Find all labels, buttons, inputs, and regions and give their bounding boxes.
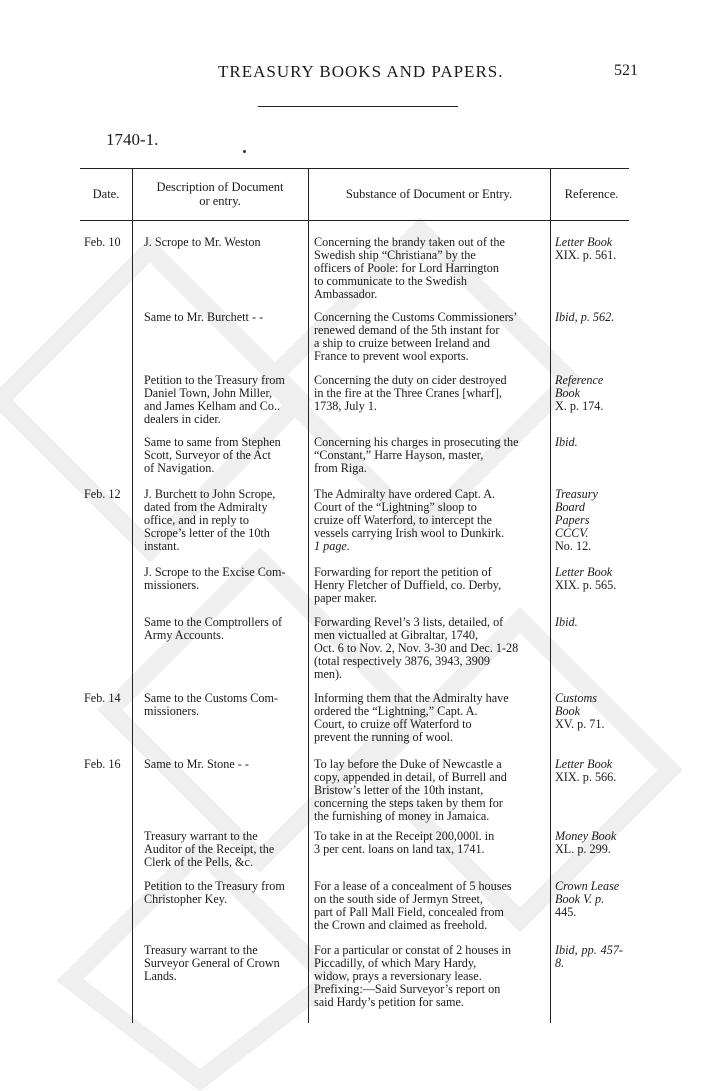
cell-description	[144, 436, 302, 475]
cell-reference	[555, 566, 623, 592]
reference-line: Money Book	[555, 829, 617, 843]
substance-line: part of Pall Mall Field, concealed from	[314, 905, 504, 920]
column-divider	[550, 168, 551, 1023]
substance-line: said Hardy’s petition for same.	[314, 995, 464, 1010]
substance-line: widow, prays a reversionary lease.	[314, 969, 482, 984]
substance-line: the Crown and claimed as freehold.	[314, 918, 488, 933]
reference-line: Papers CCCV.	[555, 513, 590, 541]
substance-line: (total respectively 3876, 3943, 3909	[314, 654, 491, 669]
substance-line: men victualled at Gibraltar, 1740,	[314, 628, 478, 643]
reference-line: X. p. 174.	[555, 399, 604, 414]
substance-line: 3 per cent. loans on land tax, 1741.	[314, 842, 485, 857]
reference-line: Ibid.	[555, 435, 578, 449]
cell-date: Feb. 14	[84, 691, 121, 705]
description-line: J. Scrope to the Excise Com-	[144, 565, 286, 579]
description-line: Petition to the Treasury from	[144, 879, 285, 893]
substance-line: on the south side of Jermyn Street,	[314, 892, 483, 907]
description-line: J. Scrope to Mr. Weston	[144, 235, 261, 249]
description-line: Auditor of the Receipt, the	[144, 842, 275, 857]
substance-line: to communicate to the Swedish	[314, 274, 467, 289]
cell-date: Feb. 10	[84, 235, 121, 249]
cell-substance	[314, 616, 540, 681]
cell-description	[144, 616, 302, 642]
cell-description	[144, 374, 302, 426]
substance-line: Oct. 6 to Nov. 2, Nov. 3-30 and Dec. 1-28	[314, 641, 519, 656]
reference-line: XIX. p. 566.	[555, 770, 617, 785]
cell-substance	[314, 436, 540, 475]
description-line: Same to Mr. Stone - -	[144, 757, 249, 771]
reference-line: XV. p. 71.	[555, 717, 605, 732]
cell-reference	[555, 436, 623, 449]
header-description-line: Description of Document	[156, 180, 284, 194]
substance-line: Forwarding Revel’s 3 lists, detailed, of	[314, 615, 504, 629]
cell-reference	[555, 488, 623, 553]
description-line: Same to the Customs Com-	[144, 691, 279, 705]
substance-line: vessels carrying Irish wool to Dunkirk.	[314, 526, 505, 541]
cell-description	[144, 692, 302, 718]
description-line: J. Burchett to John Scrope,	[144, 487, 276, 501]
substance-line: officers of Poole: for Lord Harrington	[314, 261, 499, 276]
substance-line: 1 page.	[314, 539, 350, 554]
reference-line: XL. p. 299.	[555, 842, 611, 857]
substance-line: from Riga.	[314, 461, 367, 476]
description-line: dated from the Admiralty	[144, 500, 268, 515]
cell-description	[144, 236, 302, 249]
substance-line: copy, appended in detail, of Burrell and	[314, 770, 507, 785]
substance-line: “Constant,” Harre Hayson, master,	[314, 448, 484, 463]
reference-line: Crown Lease	[555, 879, 620, 893]
substance-line: a ship to cruize between Ireland and	[314, 336, 490, 351]
header-date: Date.	[92, 187, 120, 201]
substance-line: Henry Fletcher of Duffield, co. Derby,	[314, 578, 502, 593]
description-line: office, and in reply to	[144, 513, 250, 528]
cell-description	[144, 830, 302, 869]
substance-line: Concerning the brandy taken out of the	[314, 235, 505, 249]
cell-reference	[555, 944, 623, 970]
header-rule	[258, 106, 458, 107]
substance-line: The Admiralty have ordered Capt. A.	[314, 487, 496, 501]
substance-line: To take in at the Receipt 200,000l. in	[314, 829, 495, 843]
reference-line: XIX. p. 565.	[555, 578, 617, 593]
description-line: Christopher Key.	[144, 892, 228, 907]
cell-reference	[555, 880, 623, 919]
reference-line: Book V. p.	[555, 892, 605, 907]
cell-substance	[314, 566, 540, 605]
page-number: 521	[614, 62, 638, 79]
cell-description	[144, 944, 302, 983]
substance-line: in the fire at the Three Cranes [wharf],	[314, 386, 502, 401]
cell-description	[144, 488, 302, 553]
cell-substance	[314, 236, 540, 301]
cell-substance	[314, 311, 540, 363]
reference-line: Letter Book	[555, 757, 613, 771]
reference-line: Ibid, p. 562.	[555, 310, 615, 324]
cell-substance	[314, 880, 540, 932]
description-line: dealers in cider.	[144, 412, 221, 427]
description-line: instant.	[144, 539, 180, 554]
reference-line: XIX. p. 561.	[555, 248, 617, 263]
running-head	[0, 62, 721, 86]
table-top-rule	[80, 168, 629, 169]
substance-line: Piccadilly, of which Mary Hardy,	[314, 956, 477, 971]
ink-dot	[243, 150, 246, 153]
reference-line: Reference Book	[555, 373, 604, 401]
substance-line: the furnishing of money in Jamaica.	[314, 809, 490, 824]
substance-line: Concerning his charges in prosecuting the	[314, 435, 519, 449]
substance-line: For a lease of a concealment of 5 houses	[314, 879, 512, 893]
substance-line: Concerning the duty on cider destroyed	[314, 373, 507, 387]
cell-reference	[555, 236, 623, 262]
description-line: Clerk of the Pells, &c.	[144, 855, 253, 870]
cell-substance	[314, 692, 540, 744]
description-line: Same to the Comptrollers of	[144, 615, 283, 629]
description-line: Same to same from Stephen	[144, 435, 281, 449]
table-header-rule	[80, 220, 629, 221]
reference-line: No. 12.	[555, 539, 592, 554]
cell-date: Feb. 12	[84, 487, 121, 501]
running-head-title: TREASURY BOOKS AND PAPERS.	[218, 62, 504, 81]
cell-reference	[555, 692, 623, 731]
substance-line: Informing them that the Admiralty have	[314, 691, 509, 705]
substance-line: renewed demand of the 5th instant for	[314, 323, 500, 338]
substance-line: Concerning the Customs Commissioners’	[314, 310, 518, 324]
description-line: missioners.	[144, 704, 200, 719]
substance-line: For a particular or constat of 2 houses in	[314, 943, 511, 957]
column-divider	[132, 168, 133, 1023]
substance-line: paper maker.	[314, 591, 377, 606]
cell-date: Feb. 16	[84, 757, 121, 771]
cell-substance	[314, 488, 540, 553]
cell-substance	[314, 944, 540, 1009]
cell-reference	[555, 758, 623, 784]
cell-reference	[555, 374, 623, 413]
header-reference: Reference.	[564, 187, 619, 201]
header-description-line: or entry.	[199, 194, 241, 208]
cell-description	[144, 311, 302, 324]
year-heading: 1740-1.	[106, 130, 159, 149]
header-description	[136, 180, 304, 208]
reference-line: Treasury Board	[555, 487, 598, 515]
description-line: Scott, Surveyor of the Act	[144, 448, 271, 463]
calendar-table	[80, 168, 629, 1023]
cell-substance	[314, 374, 540, 413]
column-divider	[308, 168, 309, 1023]
substance-line: men).	[314, 667, 343, 682]
substance-line: Bristow’s letter of the 10th instant,	[314, 783, 484, 798]
substance-line: To lay before the Duke of Newcastle a	[314, 757, 502, 771]
cell-description	[144, 880, 302, 906]
cell-description	[144, 758, 302, 771]
substance-line: Prefixing:—Said Surveyor’s report on	[314, 982, 501, 997]
reference-line: Letter Book	[555, 565, 613, 579]
description-line: missioners.	[144, 578, 200, 593]
description-line: and James Kelham and Co..	[144, 399, 281, 414]
reference-line: Customs Book	[555, 691, 597, 719]
description-line: Lands.	[144, 969, 177, 984]
description-line: Treasury warrant to the	[144, 943, 258, 957]
description-line: Daniel Town, John Miller,	[144, 386, 273, 401]
substance-line: France to prevent wool exports.	[314, 349, 469, 364]
description-line: Army Accounts.	[144, 628, 224, 643]
cell-reference	[555, 311, 623, 324]
substance-line: concerning the steps taken by them for	[314, 796, 503, 811]
description-line: Scrope’s letter of the 10th	[144, 526, 270, 541]
substance-line: Court of the “Lightning” sloop to	[314, 500, 477, 515]
substance-line: Swedish ship “Christiana” by the	[314, 248, 476, 263]
reference-line: Ibid, pp. 457-8.	[555, 943, 623, 971]
description-line: of Navigation.	[144, 461, 215, 476]
description-line: Petition to the Treasury from	[144, 373, 285, 387]
header-substance: Substance of Document or Entry.	[345, 187, 513, 201]
description-line: Same to Mr. Burchett - -	[144, 310, 264, 324]
substance-line: 1738, July 1.	[314, 399, 377, 414]
reference-line: Letter Book	[555, 235, 613, 249]
cell-reference	[555, 616, 623, 629]
cell-substance	[314, 830, 540, 856]
cell-description	[144, 566, 302, 592]
description-line: Surveyor General of Crown	[144, 956, 280, 971]
substance-line: cruize off Waterford, to intercept the	[314, 513, 492, 528]
reference-line: Ibid.	[555, 615, 578, 629]
substance-line: ordered the “Lightning,” Capt. A.	[314, 704, 478, 719]
cell-substance	[314, 758, 540, 823]
substance-line: Ambassador.	[314, 287, 378, 302]
substance-line: Forwarding for report the petition of	[314, 565, 492, 579]
description-line: Treasury warrant to the	[144, 829, 258, 843]
reference-line: 445.	[555, 905, 577, 920]
substance-line: Court, to cruize off Waterford to	[314, 717, 472, 732]
substance-line: prevent the running of wool.	[314, 730, 454, 745]
cell-reference	[555, 830, 623, 856]
